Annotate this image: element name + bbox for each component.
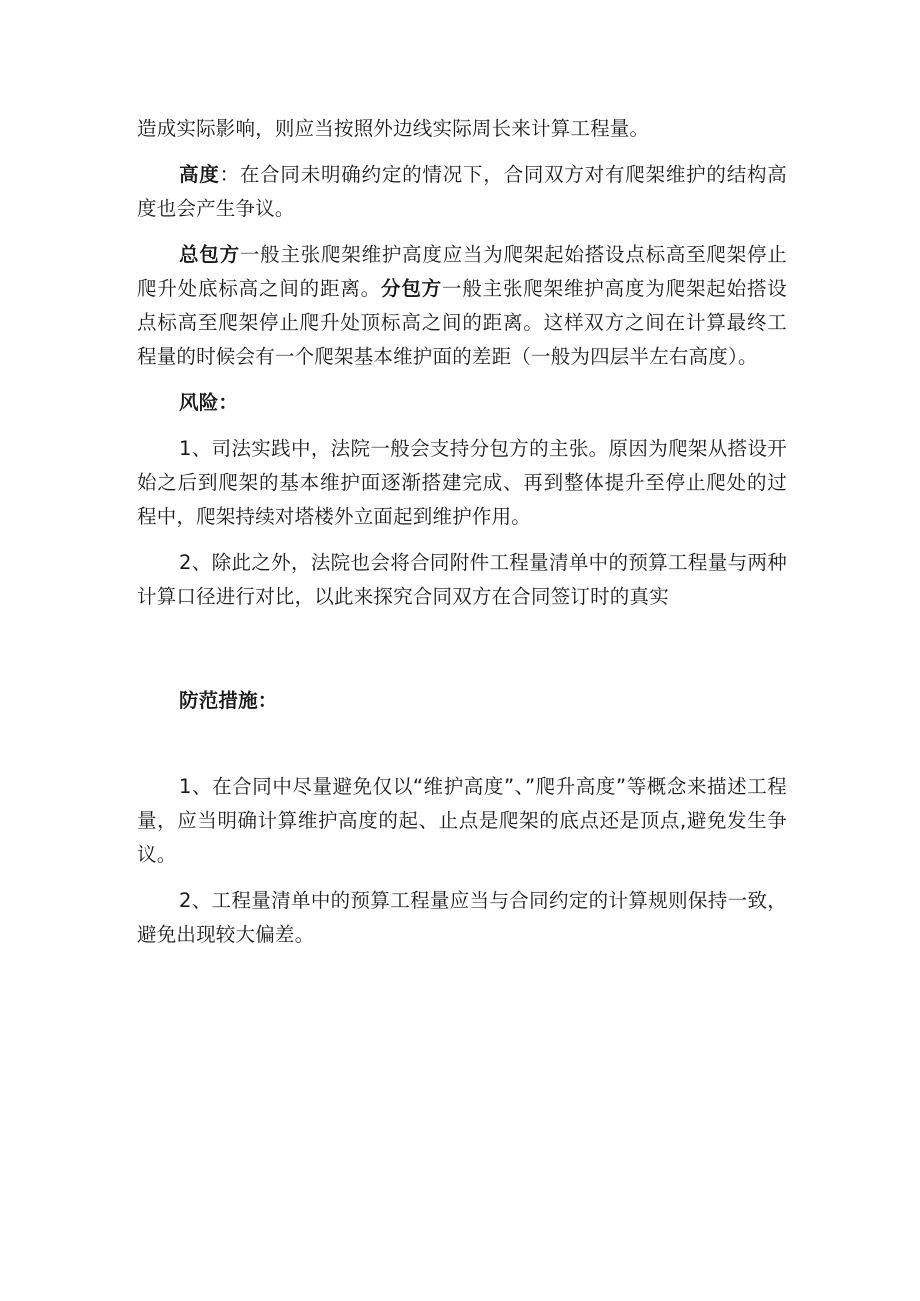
paragraph-text: ：在合同未明确约定的情况下，合同双方对有爬架维护的结构高度也会产生争议。: [137, 163, 787, 220]
bold-label-subcontractor: 分包方: [380, 277, 442, 300]
paragraph-text: 一般主张爬架维护高度为爬架起始搭设点标高至爬架停止爬升处顶标高之间的距离。这样双方之间在计算最终工程量的时候会有一个爬架基本维护面的差距（一般为四层半左右高度）。: [137, 277, 787, 368]
paragraph-perimeter: [137, 112, 787, 146]
bold-label-general-contractor: 总包方: [179, 243, 240, 266]
paragraph-parties: [137, 238, 787, 374]
paragraph-text: 一般主张爬架维护高度应当为爬架起始搭设点标高至爬架停止爬升处底标高之间的距离。: [137, 243, 787, 300]
measure-item-2: 2、工程量清单中的预算工程量应当与合同约定的计算规则保持一致，避免出现较大偏差。: [137, 889, 787, 946]
section-heading-measures: 防范措施：: [179, 689, 278, 712]
measure-item-1: 1、在合同中尽量避免仅以“维护高度”、”爬升高度”等概念来描述工程量，应当明确计算维护高度的起、止点是爬架的底点还是顶点,避免发生争议。: [137, 775, 787, 866]
bold-label-height: 高度: [179, 163, 220, 186]
risk-item-2: 2、除此之外，法院也会将合同附件工程量清单中的预算工程量与两种计算口径进行对比，以此来探究合同双方在合同签订时的真实: [137, 551, 787, 608]
paragraph-text: 造成实际影响，则应当按照外边线实际周长来计算工程量。: [137, 117, 650, 140]
section-heading-risk: 风险：: [179, 391, 239, 414]
paragraph-height: [137, 158, 787, 226]
document-page: [137, 112, 787, 952]
risk-item-1: 1、司法实践中，法院一般会支持分包方的主张。原因为爬架从搭设开始之后到爬架的基本维护面逐渐搭建完成、再到整体提升至停止爬处的过程中，爬架持续对塔楼外立面起到维护作用。: [137, 437, 787, 528]
